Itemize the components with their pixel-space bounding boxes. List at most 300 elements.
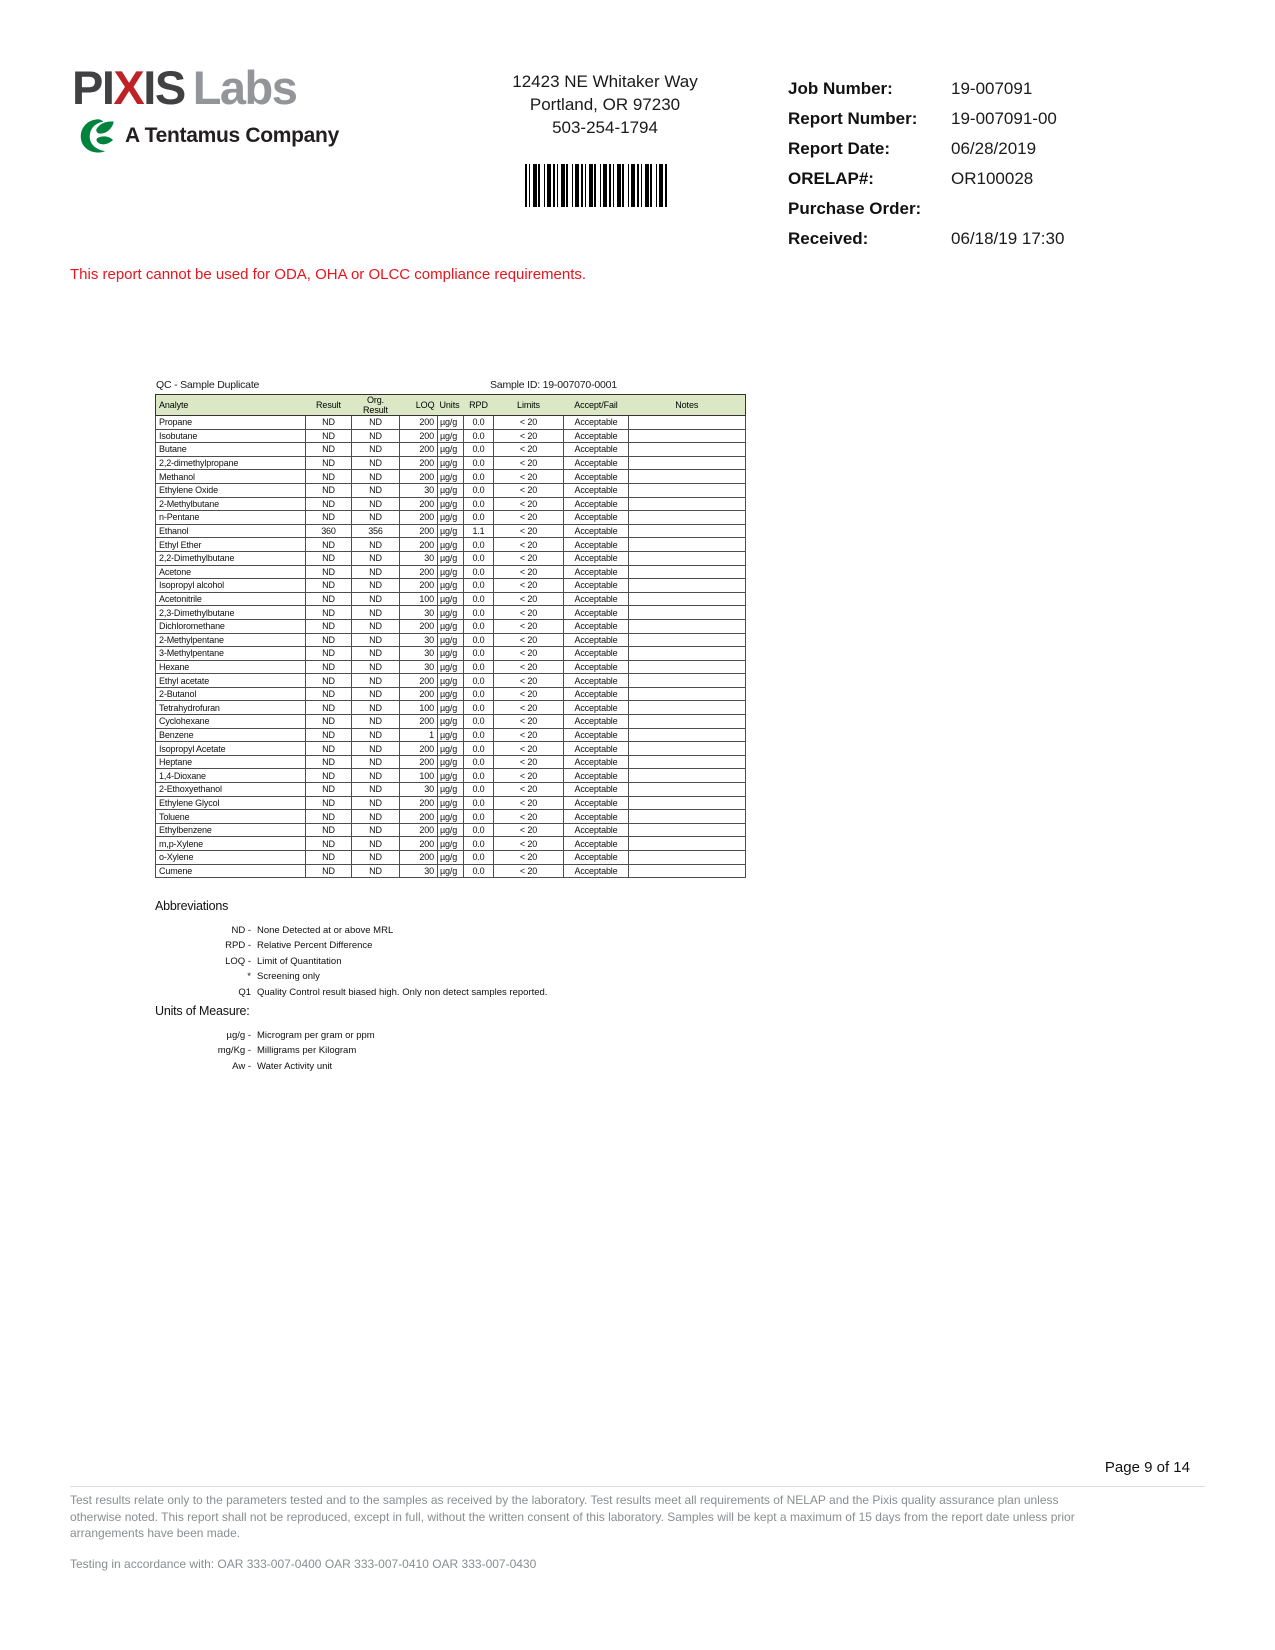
cell-analyte: Toluene (156, 810, 306, 824)
cell-result: ND (306, 483, 352, 497)
address-line: 503-254-1794 (552, 118, 658, 137)
report-info-row (788, 224, 1218, 254)
cell-analyte: 2,2-dimethylpropane (156, 456, 306, 470)
cell-units: µg/g (438, 579, 464, 593)
report-info-row (788, 134, 1218, 164)
cell-loq: 200 (400, 524, 438, 538)
cell-org-result: ND (352, 783, 400, 797)
abbreviation-definition: None Detected at or above MRL (257, 925, 394, 936)
table-row (156, 524, 746, 538)
table-row (156, 551, 746, 565)
cell-org-result: ND (352, 497, 400, 511)
abbreviation-term: ND - (231, 925, 251, 936)
report-info-value: 06/18/19 17:30 (951, 229, 1065, 248)
abbreviation-item (155, 969, 547, 984)
cell-accept-fail: Acceptable (564, 470, 629, 484)
cell-loq: 200 (400, 579, 438, 593)
unit-definition: Microgram per gram or ppm (257, 1030, 375, 1041)
cell-notes (629, 470, 746, 484)
address-line: Portland, OR 97230 (529, 95, 681, 114)
cell-limits: < 20 (494, 511, 564, 525)
cell-analyte: Butane (156, 443, 306, 457)
cell-rpd: 0.0 (464, 511, 494, 525)
table-row (156, 483, 746, 497)
cell-limits: < 20 (494, 470, 564, 484)
cell-units: µg/g (438, 823, 464, 837)
abbreviations-list (155, 923, 547, 1000)
cell-limits: < 20 (494, 565, 564, 579)
cell-loq: 200 (400, 619, 438, 633)
cell-units: µg/g (438, 851, 464, 865)
cell-notes (629, 483, 746, 497)
cell-accept-fail: Acceptable (564, 687, 629, 701)
cell-loq: 200 (400, 796, 438, 810)
cell-units: µg/g (438, 687, 464, 701)
cell-notes (629, 769, 746, 783)
cell-accept-fail: Acceptable (564, 524, 629, 538)
abbreviation-definition: Limit of Quantitation (257, 955, 342, 967)
cell-units: µg/g (438, 497, 464, 511)
table-row (156, 769, 746, 783)
cell-units: µg/g (438, 783, 464, 797)
cell-loq: 30 (400, 483, 438, 497)
abbreviation-term: Q1 (238, 986, 251, 998)
cell-limits: < 20 (494, 579, 564, 593)
qc-sample-duplicate-section (155, 379, 746, 878)
cell-units: µg/g (438, 864, 464, 878)
cell-loq: 100 (400, 592, 438, 606)
cell-analyte: Methanol (156, 470, 306, 484)
cell-loq: 30 (400, 551, 438, 565)
cell-rpd: 0.0 (464, 728, 494, 742)
cell-limits: < 20 (494, 755, 564, 769)
abbreviation-item (155, 923, 547, 938)
cell-units: µg/g (438, 674, 464, 688)
cell-notes (629, 551, 746, 565)
cell-limits: < 20 (494, 660, 564, 674)
cell-analyte: Ethyl Ether (156, 538, 306, 552)
cell-limits: < 20 (494, 456, 564, 470)
cell-limits: < 20 (494, 606, 564, 620)
table-row (156, 742, 746, 756)
cell-limits: < 20 (494, 837, 564, 851)
units-heading: Units of Measure: (155, 1004, 250, 1018)
cell-limits: < 20 (494, 742, 564, 756)
cell-loq: 200 (400, 823, 438, 837)
cell-result: ND (306, 715, 352, 729)
report-info-row (788, 104, 1218, 134)
report-info-value: OR100028 (951, 169, 1034, 188)
cell-rpd: 0.0 (464, 538, 494, 552)
cell-loq: 100 (400, 701, 438, 715)
abbreviation-definition: Relative Percent Difference (257, 940, 373, 952)
cell-accept-fail: Acceptable (564, 443, 629, 457)
cell-loq: 200 (400, 687, 438, 701)
column-header: Units (438, 395, 464, 416)
report-info-value: 19-007091-00 (951, 109, 1057, 128)
cell-notes (629, 687, 746, 701)
cell-rpd: 0.0 (464, 606, 494, 620)
cell-notes (629, 837, 746, 851)
cell-result: 360 (306, 524, 352, 538)
cell-result: ND (306, 755, 352, 769)
cell-loq: 30 (400, 660, 438, 674)
cell-notes (629, 456, 746, 470)
cell-notes (629, 538, 746, 552)
cell-loq: 30 (400, 606, 438, 620)
cell-loq: 200 (400, 429, 438, 443)
cell-analyte: 2-Methylpentane (156, 633, 306, 647)
cell-analyte: Isopropyl Acetate (156, 742, 306, 756)
cell-limits: < 20 (494, 783, 564, 797)
cell-analyte: Hexane (156, 660, 306, 674)
cell-units: µg/g (438, 837, 464, 851)
report-info-row (788, 74, 1218, 104)
report-info-label: Purchase Order: (788, 199, 922, 218)
cell-notes (629, 660, 746, 674)
cell-analyte: Acetone (156, 565, 306, 579)
cell-limits: < 20 (494, 823, 564, 837)
cell-result: ND (306, 470, 352, 484)
cell-limits: < 20 (494, 647, 564, 661)
cell-rpd: 0.0 (464, 470, 494, 484)
cell-accept-fail: Acceptable (564, 851, 629, 865)
cell-limits: < 20 (494, 851, 564, 865)
cell-loq: 200 (400, 674, 438, 688)
cell-result: ND (306, 687, 352, 701)
abbreviation-definition: Quality Control result biased high. Only non detect samples reported. (257, 986, 548, 998)
cell-rpd: 0.0 (464, 796, 494, 810)
cell-rpd: 0.0 (464, 783, 494, 797)
cell-result: ND (306, 783, 352, 797)
cell-analyte: o-Xylene (156, 851, 306, 865)
cell-accept-fail: Acceptable (564, 742, 629, 756)
report-info-label: Report Number: (788, 109, 918, 128)
cell-org-result: ND (352, 538, 400, 552)
cell-analyte: m,p-Xylene (156, 837, 306, 851)
cell-org-result: ND (352, 796, 400, 810)
cell-org-result: ND (352, 674, 400, 688)
cell-analyte: Benzene (156, 728, 306, 742)
report-info-label: Received: (788, 229, 869, 248)
sample-id: Sample ID: 19-007070-0001 (490, 379, 617, 391)
report-info (788, 74, 1218, 254)
cell-units: µg/g (438, 619, 464, 633)
table-row (156, 755, 746, 769)
cell-org-result: ND (352, 755, 400, 769)
cell-limits: < 20 (494, 728, 564, 742)
column-header: Accept/Fail (564, 395, 629, 416)
cell-org-result: ND (352, 511, 400, 525)
unit-item (155, 1028, 375, 1043)
cell-units: µg/g (438, 728, 464, 742)
abbreviation-term: * (247, 971, 251, 983)
column-header: Org. Result (352, 395, 400, 416)
cell-result: ND (306, 579, 352, 593)
barcode (525, 164, 668, 207)
cell-accept-fail: Acceptable (564, 728, 629, 742)
cell-limits: < 20 (494, 769, 564, 783)
cell-org-result: ND (352, 633, 400, 647)
cell-result: ND (306, 633, 352, 647)
cell-analyte: Ethylene Oxide (156, 483, 306, 497)
cell-org-result: ND (352, 823, 400, 837)
cell-org-result: ND (352, 579, 400, 593)
cell-rpd: 0.0 (464, 619, 494, 633)
cell-accept-fail: Acceptable (564, 810, 629, 824)
cell-limits: < 20 (494, 551, 564, 565)
report-info-value: 06/28/2019 (951, 139, 1037, 158)
cell-analyte: 3-Methylpentane (156, 647, 306, 661)
cell-units: µg/g (438, 769, 464, 783)
cell-org-result: ND (352, 715, 400, 729)
table-row (156, 674, 746, 688)
cell-org-result: ND (352, 728, 400, 742)
cell-limits: < 20 (494, 674, 564, 688)
compliance-notice: This report cannot be used for ODA, OHA or OLCC compliance requirements. (70, 266, 587, 283)
cell-loq: 200 (400, 715, 438, 729)
cell-notes (629, 619, 746, 633)
cell-notes (629, 579, 746, 593)
cell-notes (629, 810, 746, 824)
cell-loq: 100 (400, 769, 438, 783)
cell-org-result: ND (352, 619, 400, 633)
column-header: LOQ (400, 395, 438, 416)
cell-notes (629, 796, 746, 810)
cell-result: ND (306, 701, 352, 715)
logo-part-is: IS (143, 61, 185, 114)
cell-notes (629, 864, 746, 878)
cell-analyte: 2,3-Dimethylbutane (156, 606, 306, 620)
footer-testing-accordance: Testing in accordance with: OAR 333-007-0400 OAR 333-007-0410 OAR 333-007-0430 (70, 1557, 537, 1571)
cell-result: ND (306, 511, 352, 525)
cell-rpd: 0.0 (464, 647, 494, 661)
cell-analyte: Cyclohexane (156, 715, 306, 729)
cell-result: ND (306, 456, 352, 470)
cell-result: ND (306, 864, 352, 878)
cell-accept-fail: Acceptable (564, 511, 629, 525)
cell-rpd: 0.0 (464, 483, 494, 497)
cell-notes (629, 715, 746, 729)
cell-accept-fail: Acceptable (564, 483, 629, 497)
cell-notes (629, 823, 746, 837)
leaf-icon (76, 116, 118, 156)
abbreviation-term: RPD - (225, 940, 251, 952)
table-row (156, 796, 746, 810)
cell-loq: 200 (400, 538, 438, 552)
cell-limits: < 20 (494, 443, 564, 457)
cell-org-result: ND (352, 837, 400, 851)
cell-result: ND (306, 837, 352, 851)
cell-rpd: 0.0 (464, 687, 494, 701)
table-row (156, 864, 746, 878)
cell-loq: 200 (400, 443, 438, 457)
qc-table-header-row (155, 379, 746, 394)
cell-rpd: 0.0 (464, 742, 494, 756)
unit-definition: Milligrams per Kilogram (257, 1045, 357, 1057)
cell-units: µg/g (438, 470, 464, 484)
cell-rpd: 0.0 (464, 837, 494, 851)
abbreviation-item (155, 985, 547, 1000)
cell-notes (629, 443, 746, 457)
cell-org-result: ND (352, 483, 400, 497)
cell-result: ND (306, 619, 352, 633)
report-info-label: Report Date: (788, 139, 891, 158)
cell-loq: 200 (400, 565, 438, 579)
unit-term: µg/g - (226, 1030, 251, 1041)
cell-units: µg/g (438, 755, 464, 769)
cell-limits: < 20 (494, 701, 564, 715)
cell-org-result: ND (352, 470, 400, 484)
cell-org-result: ND (352, 416, 400, 430)
cell-rpd: 0.0 (464, 429, 494, 443)
table-row (156, 633, 746, 647)
unit-term: Aw - (232, 1060, 251, 1072)
cell-org-result: ND (352, 456, 400, 470)
cell-rpd: 0.0 (464, 416, 494, 430)
cell-org-result: ND (352, 701, 400, 715)
cell-rpd: 0.0 (464, 810, 494, 824)
cell-accept-fail: Acceptable (564, 592, 629, 606)
cell-result: ND (306, 796, 352, 810)
cell-loq: 200 (400, 511, 438, 525)
logo-part-labs: Labs (192, 61, 297, 114)
cell-result: ND (306, 728, 352, 742)
cell-units: µg/g (438, 701, 464, 715)
cell-loq: 200 (400, 755, 438, 769)
cell-notes (629, 728, 746, 742)
cell-rpd: 0.0 (464, 633, 494, 647)
cell-rpd: 0.0 (464, 769, 494, 783)
cell-units: µg/g (438, 633, 464, 647)
cell-units: µg/g (438, 742, 464, 756)
cell-accept-fail: Acceptable (564, 674, 629, 688)
cell-loq: 200 (400, 416, 438, 430)
cell-accept-fail: Acceptable (564, 823, 629, 837)
cell-accept-fail: Acceptable (564, 538, 629, 552)
table-row (156, 647, 746, 661)
cell-notes (629, 674, 746, 688)
cell-org-result: ND (352, 592, 400, 606)
cell-result: ND (306, 769, 352, 783)
cell-loq: 200 (400, 837, 438, 851)
cell-accept-fail: Acceptable (564, 579, 629, 593)
cell-accept-fail: Acceptable (564, 633, 629, 647)
table-row (156, 619, 746, 633)
cell-accept-fail: Acceptable (564, 619, 629, 633)
lab-address (455, 70, 755, 139)
cell-analyte: Cumene (156, 864, 306, 878)
cell-result: ND (306, 538, 352, 552)
cell-accept-fail: Acceptable (564, 715, 629, 729)
cell-org-result: ND (352, 769, 400, 783)
cell-analyte: 2-Butanol (156, 687, 306, 701)
cell-rpd: 0.0 (464, 674, 494, 688)
report-info-label: Job Number: (788, 79, 893, 98)
column-header: Notes (629, 395, 746, 416)
cell-result: ND (306, 674, 352, 688)
unit-item (155, 1059, 375, 1074)
cell-accept-fail: Acceptable (564, 647, 629, 661)
cell-analyte: Ethanol (156, 524, 306, 538)
abbreviations-section (155, 899, 547, 1000)
cell-rpd: 0.0 (464, 701, 494, 715)
cell-result: ND (306, 823, 352, 837)
table-row (156, 837, 746, 851)
address-line: 12423 NE Whitaker Way (512, 72, 698, 91)
cell-accept-fail: Acceptable (564, 864, 629, 878)
cell-analyte: Ethylene Glycol (156, 796, 306, 810)
unit-item (155, 1043, 375, 1058)
cell-analyte: Propane (156, 416, 306, 430)
cell-accept-fail: Acceptable (564, 660, 629, 674)
cell-result: ND (306, 592, 352, 606)
cell-loq: 200 (400, 470, 438, 484)
cell-analyte: Isopropyl alcohol (156, 579, 306, 593)
table-row (156, 429, 746, 443)
cell-analyte: Isobutane (156, 429, 306, 443)
cell-units: µg/g (438, 565, 464, 579)
cell-rpd: 0.0 (464, 579, 494, 593)
footer-divider (70, 1486, 1205, 1487)
table-row (156, 728, 746, 742)
cell-accept-fail: Acceptable (564, 416, 629, 430)
cell-org-result: ND (352, 742, 400, 756)
cell-rpd: 0.0 (464, 823, 494, 837)
table-row (156, 701, 746, 715)
abbreviation-term: LOQ - (225, 955, 251, 967)
cell-limits: < 20 (494, 796, 564, 810)
qc-section-title: QC - Sample Duplicate (156, 379, 260, 391)
cell-accept-fail: Acceptable (564, 606, 629, 620)
cell-units: µg/g (438, 606, 464, 620)
cell-notes (629, 511, 746, 525)
column-header-row (156, 395, 746, 416)
cell-org-result: ND (352, 864, 400, 878)
unit-term: mg/Kg - (217, 1045, 251, 1057)
cell-notes (629, 565, 746, 579)
cell-rpd: 0.0 (464, 864, 494, 878)
cell-limits: < 20 (494, 864, 564, 878)
cell-analyte: Ethyl acetate (156, 674, 306, 688)
cell-org-result: 356 (352, 524, 400, 538)
cell-org-result: ND (352, 429, 400, 443)
cell-limits: < 20 (494, 619, 564, 633)
cell-result: ND (306, 660, 352, 674)
cell-loq: 200 (400, 742, 438, 756)
cell-notes (629, 851, 746, 865)
column-header: Limits (494, 395, 564, 416)
cell-org-result: ND (352, 660, 400, 674)
cell-limits: < 20 (494, 416, 564, 430)
cell-notes (629, 755, 746, 769)
cell-limits: < 20 (494, 715, 564, 729)
cell-rpd: 0.0 (464, 443, 494, 457)
cell-rpd: 1.1 (464, 524, 494, 538)
cell-org-result: ND (352, 687, 400, 701)
cell-result: ND (306, 606, 352, 620)
cell-rpd: 0.0 (464, 592, 494, 606)
cell-limits: < 20 (494, 633, 564, 647)
cell-limits: < 20 (494, 483, 564, 497)
cell-accept-fail: Acceptable (564, 755, 629, 769)
cell-units: µg/g (438, 429, 464, 443)
cell-analyte: 2-Methylbutane (156, 497, 306, 511)
cell-org-result: ND (352, 851, 400, 865)
logo-part-pi: PI (72, 61, 114, 114)
logo-tagline (76, 116, 339, 156)
cell-units: µg/g (438, 483, 464, 497)
